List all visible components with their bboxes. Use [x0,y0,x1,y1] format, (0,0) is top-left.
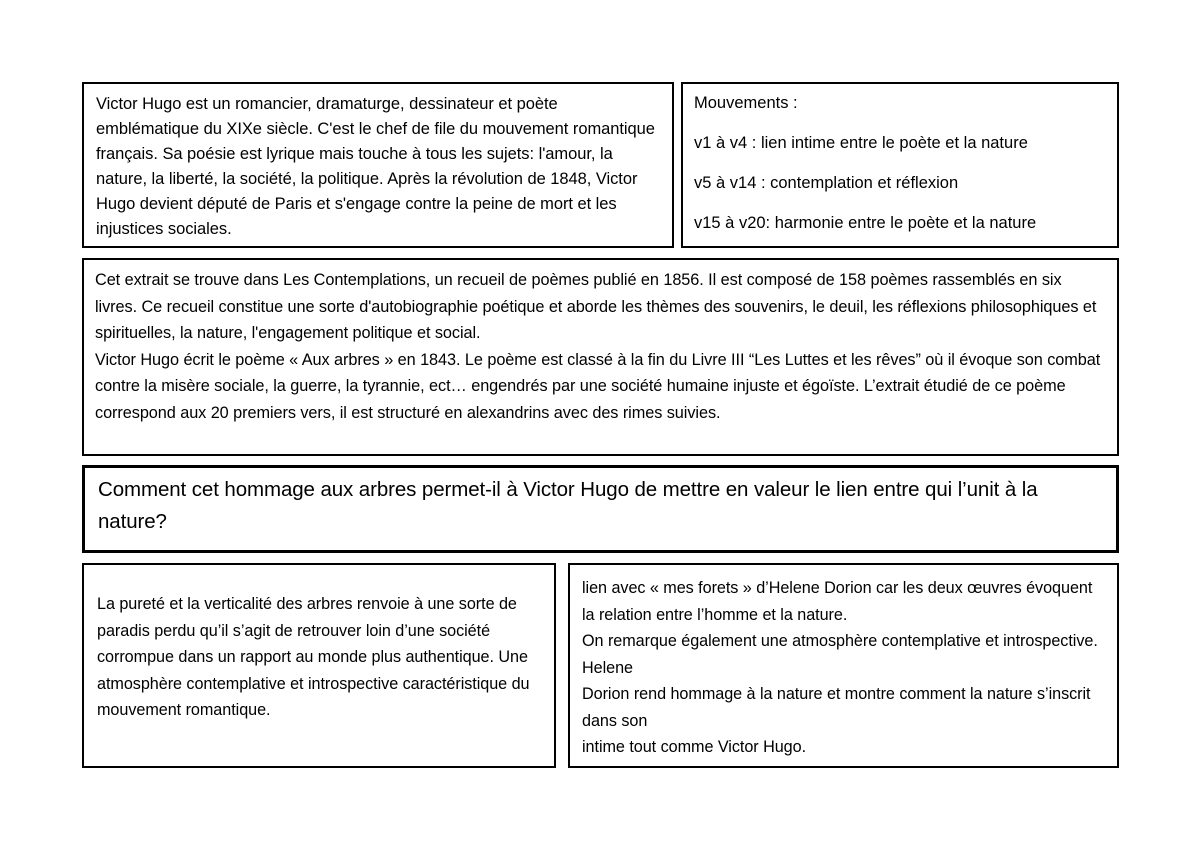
mouvements-item-2: v5 à v14 : contemplation et réflexion [694,174,959,192]
context-paragraph-1: Cet extrait se trouve dans Les Contemplations, un recueil de poèmes publié en 1856. Il est composé de 158 poèmes rassemblés en six livres. Ce recueil constitue une sorte d'autobiographie poétique et aborde les thèmes des souvenirs, le deuil, les réflexions philosophiques et spirituelles, la nature, l'engagement politique et social. [95,271,1097,342]
analysis-text: La pureté et la verticalité des arbres renvoie à une sorte de paradis perdu qu’il s’agit de retrouver loin d’une société corrompue dans un rapport au monde plus authentique. Une atmosphère contemplative et introspective caractéristique du mouvement romantique. [97,595,530,719]
link-note-paragraph-3: Dorion rend hommage à la nature et montre comment la nature s’inscrit dans son [582,685,1091,730]
question-text: Comment cet hommage aux arbres permet-il à Victor Hugo de mettre en valeur le lien entre qui l’unit à la nature? [98,478,1038,533]
question-box [82,465,1119,553]
author-note-box [82,82,674,248]
context-paragraph-2: Victor Hugo écrit le poème « Aux arbres » en 1843. Le poème est classé à la fin du Livre III “Les Luttes et les rêves” où il évoque son combat contre la misère sociale, la guerre, la tyrannie, ect… engendrés par une société humaine injuste et égoïste. L’extrait étudié de ce poème correspond aux 20 premiers vers, il est structuré en alexandrins avec des rimes suivies. [95,350,1101,422]
analysis-box [82,563,556,768]
context-text [95,267,1107,426]
mouvements-heading: Mouvements : [694,94,798,112]
link-note-paragraph-2: On remarque également une atmosphère contemplative et introspective. Helene [582,632,1098,677]
link-note-text [582,575,1107,761]
author-note-text: Victor Hugo est un romancier, dramaturge, dessinateur et poète emblématique du XIXe siècle. C'est le chef de file du mouvement romantique français. Sa poésie est lyrique mais touche à tous les sujets: l'amour, la nature, la liberté, la société, la politique. Après la révolution de 1848, Victor Hugo devient député de Paris et s'engage contre la peine de mort et les injustices sociales. [96,95,655,238]
mouvements-item-3: v15 à v20: harmonie entre le poète et la nature [694,214,1037,232]
context-box [82,258,1119,456]
link-note-paragraph-1: lien avec « mes forets » d’Helene Dorion car les deux œuvres évoquent la relation entre l’homme et la nature. [582,579,1093,624]
link-note-paragraph-4: intime tout comme Victor Hugo. [582,738,807,756]
mouvements-item-1: v1 à v4 : lien intime entre le poète et la nature [694,134,1028,152]
link-note-box [568,563,1119,768]
mouvements-box [681,82,1119,248]
